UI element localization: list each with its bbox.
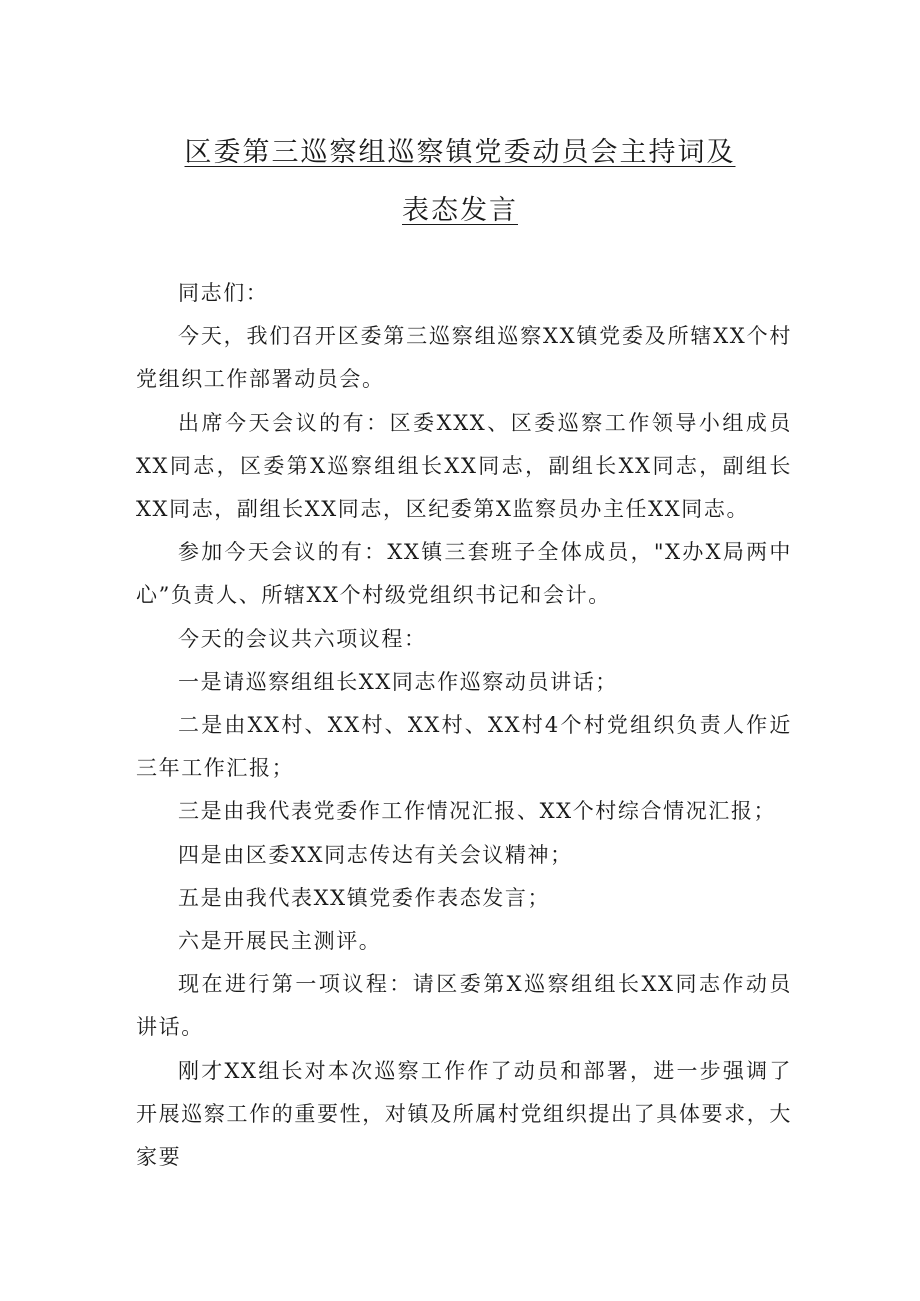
paragraph-agenda-item-3: 三是由我代表党委作工作情况汇报、XX个村综合情况汇报； xyxy=(178,799,777,824)
paragraph-agenda-item-4: 四是由区委XX同志传达有关会议精神； xyxy=(178,842,573,867)
paragraph-agenda-item-5: 五是由我代表XX镇党委作表态发言； xyxy=(178,885,551,910)
paragraph-first-item: 现在进行第一项议程：请区委第X巡察组组长XX同志作动员讲话。 xyxy=(136,972,792,1040)
paragraph-agenda-item-6: 六是开展民主测评。 xyxy=(178,929,382,954)
document-title-line-2 xyxy=(0,188,920,227)
paragraph-summary: 刚才XX组长对本次巡察工作作了动员和部署，进一步强调了开展巡察工作的重要性，对镇及所属村党组织提出了具体要求，大家要 xyxy=(136,1058,792,1170)
paragraph-agenda-item-1: 一是请巡察组组长XX同志作巡察动员讲话； xyxy=(178,669,618,694)
title-text-1: 区委第三巡察组巡察镇党委动员会主持词及 xyxy=(184,137,736,168)
title-text-2: 表态发言 xyxy=(402,195,518,226)
paragraph-attendees: 出席今天会议的有：区委XXX、区委巡察工作领导小组成员XX同志，区委第X巡察组组长XX同志，副组长XX同志，副组长XX同志，副组长XX同志，区纪委第X监察员办主任XX同志。 xyxy=(136,410,792,522)
paragraph-agenda-item-2: 二是由XX村、XX村、XX村、XX村4个村党组织负责人作近三年工作汇报； xyxy=(136,713,792,781)
document-title-line-1 xyxy=(0,130,920,169)
paragraph-participants: 参加今天会议的有：XX镇三套班子全体成员，"X办X局两中心”负责人、所辖XX个村级党组织书记和会计。 xyxy=(136,540,792,608)
paragraph-greeting: 同志们： xyxy=(178,281,269,305)
document-body xyxy=(136,272,792,1179)
paragraph-agenda-intro: 今天的会议共六项议程： xyxy=(178,626,427,651)
paragraph-meeting-intro: 今天，我们召开区委第三巡察组巡察XX镇党委及所辖XX个村党组织工作部署动员会。 xyxy=(136,324,792,392)
